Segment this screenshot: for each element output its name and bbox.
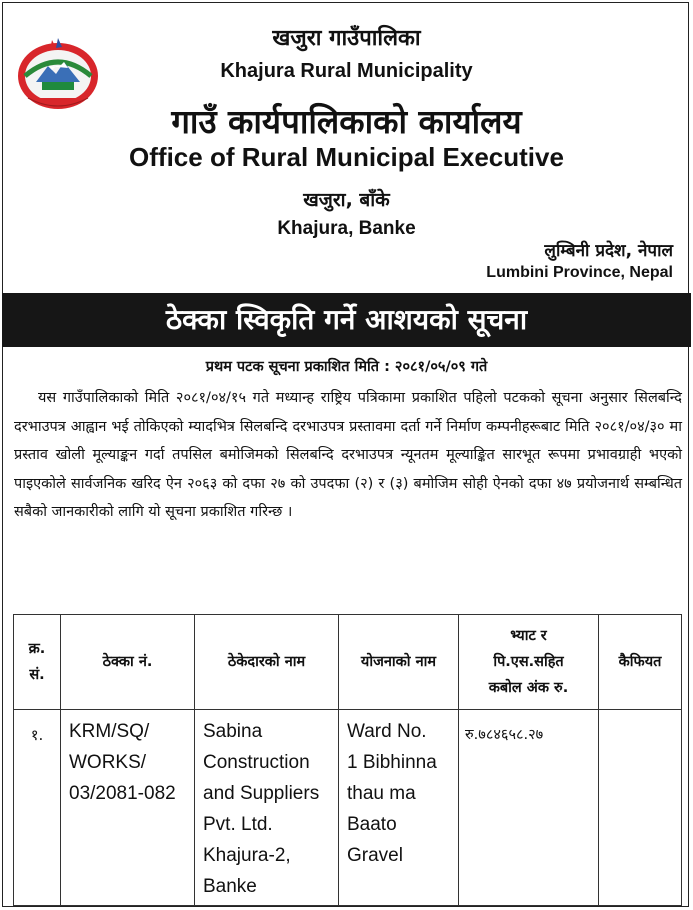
municipality-name-np: खजुरा गाउँपालिका <box>272 26 421 51</box>
header-serial <box>14 615 61 710</box>
cell-contract-no-line: 03/2081-082 <box>69 783 176 804</box>
cell-project-line: thau ma <box>347 783 416 804</box>
office-name-np: गाउँ कार्यपालिकाको कार्यालय <box>171 102 522 141</box>
cell-contractor-line: Banke <box>203 876 257 897</box>
cell-contract-no-line: KRM/SQ/ <box>69 721 150 742</box>
header-amount-line-1: भ्याट र <box>510 628 547 644</box>
location-en: Khajura, Banke <box>277 218 416 239</box>
province-np: लुम्बिनी प्रदेश, नेपाल <box>544 241 673 261</box>
location-np: खजुरा, बाँके <box>303 189 390 211</box>
contract-table <box>13 614 682 906</box>
header-contractor: ठेकेदारको नाम <box>195 615 339 710</box>
table-row <box>14 710 682 906</box>
cell-contractor-line: Khajura-2, <box>203 845 291 866</box>
header-contract-no: ठेक्का नं. <box>61 615 195 710</box>
header-amount-line-2: पि.एस.सहित <box>493 654 564 670</box>
table-header-row <box>14 615 682 710</box>
province-en: Lumbini Province, Nepal <box>486 264 673 281</box>
cell-project-line: 1 Bibhinna <box>347 752 437 773</box>
cell-project-line: Ward No. <box>347 721 427 742</box>
header-remarks: कैफियत <box>599 615 682 710</box>
cell-contractor-line: Pvt. Ltd. <box>203 814 273 835</box>
cell-contract-no-line: WORKS/ <box>69 752 147 773</box>
cell-serial: १. <box>14 710 61 906</box>
cell-project-line: Baato <box>347 814 397 835</box>
cell-remarks <box>599 710 682 906</box>
cell-contractor-line: and Suppliers <box>203 783 320 804</box>
office-name-en: Office of Rural Municipal Executive <box>129 142 564 172</box>
cell-project <box>339 710 459 906</box>
header-project: योजनाको नाम <box>339 615 459 710</box>
header-serial-line-1: क्र. <box>28 641 46 657</box>
header-serial-line-2: सं. <box>29 667 45 683</box>
municipality-name-en: Khajura Rural Municipality <box>220 60 473 82</box>
cell-project-line: Gravel <box>347 845 403 866</box>
cell-contract-no <box>61 710 195 906</box>
header-amount-line-3: कबोल अंक रु. <box>488 680 569 696</box>
publish-date-line: प्रथम पटक सूचना प्रकाशित मिति : २०८१/०५/०९ गते <box>205 359 488 375</box>
notice-title-banner: ठेक्का स्विकृति गर्ने आशयको सूचना <box>2 293 691 347</box>
cell-contractor <box>195 710 339 906</box>
cell-amount: रु.७८४६५८.२७ <box>459 710 599 906</box>
cell-contractor-line: Sabina <box>203 721 263 742</box>
cell-contractor-line: Construction <box>203 752 310 773</box>
header-amount <box>459 615 599 710</box>
notice-body: यस गाउँपालिकाको मिति २०८१/०४/१५ गते मध्यान्ह राष्ट्रिय पत्रिकामा प्रकाशित पहिलो पटकको सूचना अनुसार सिलबन्दि दरभाउपत्र आह्वान भई तोकिएको म्यादभित्र सिलबन्दि दरभाउपत्र प्रस्तावमा दर्ता गर्ने निर्माण कम्पनीहरूबाट मिति २०८१/०४/३० मा प्रस्ताव खोली मूल्याङ्कन गर्दा तपसिल बमोजिमको सिलबन्दि दरभाउपत्र न्यूनतम मूल्याङ्कित सारभूत रूपमा प्रभावग्राही भएको पाइएकोले सार्वजनिक खरिद ऐन २०६३ को दफा २७ को उपदफा (२) र (३) बमोजिम सोही ऐनको दफा ४७ प्रयोजनार्थ सम्बन्धित सबैको जानकारीको लागि यो सूचना प्रकाशित गरिन्छ । <box>14 390 682 520</box>
